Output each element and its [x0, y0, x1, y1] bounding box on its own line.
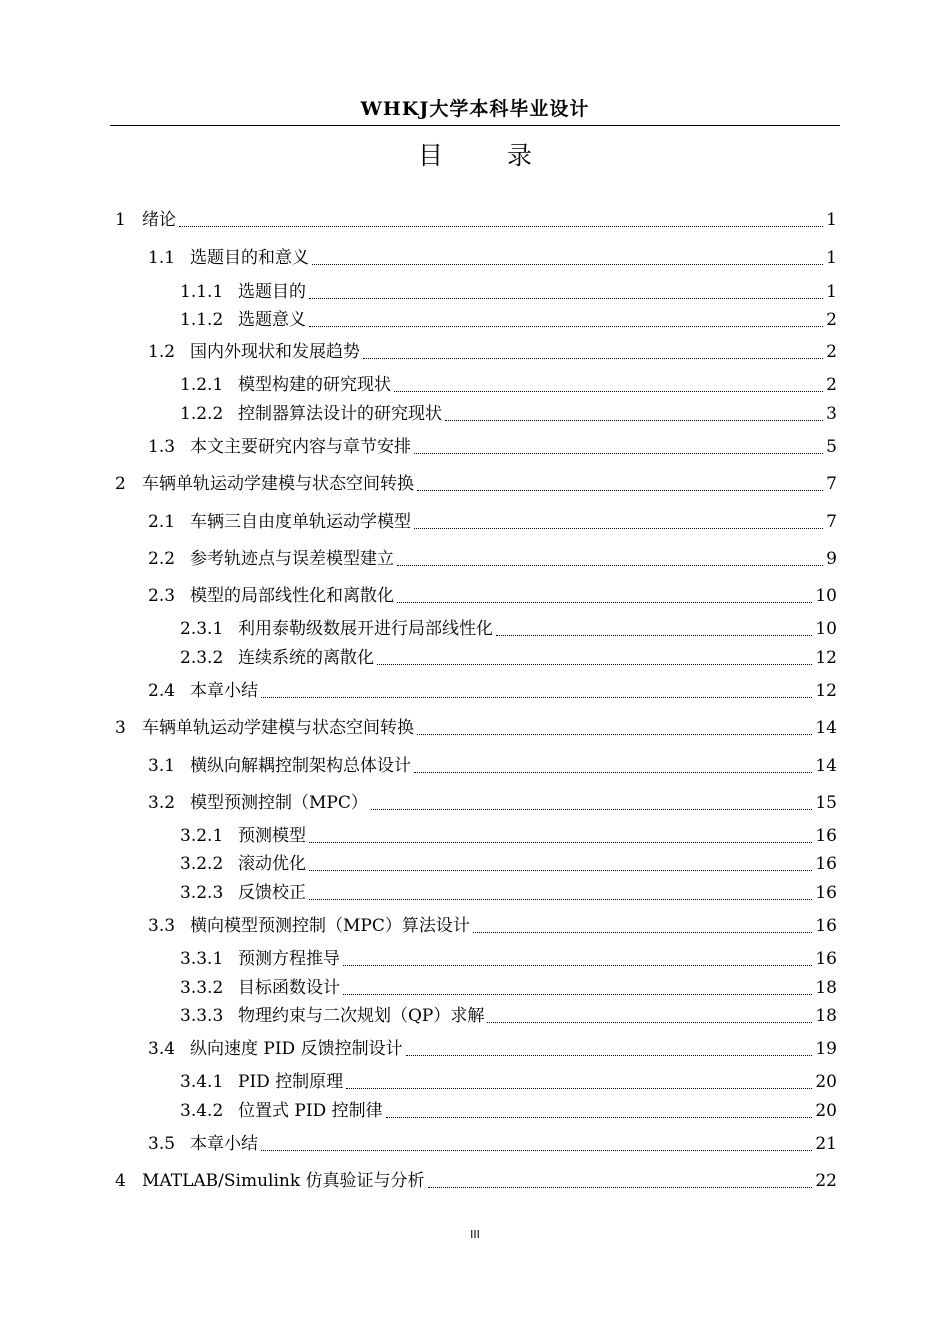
toc-entry-title: 目标函数设计: [238, 978, 340, 998]
toc-leader-dots: [309, 842, 812, 843]
toc-entry-title: 参考轨迹点与误差模型建立: [190, 549, 394, 569]
toc-entry[interactable]: [0, 246, 950, 270]
toc-entry-title: MATLAB/Simulink 仿真验证与分析: [142, 1171, 425, 1191]
toc-entry[interactable]: [0, 947, 950, 971]
toc-entry-row: [190, 584, 837, 608]
toc-entry-title: 横向模型预测控制（MPC）算法设计: [190, 916, 470, 936]
toc-entry-title: 预测方程推导: [238, 949, 340, 969]
toc-leader-dots: [309, 326, 823, 327]
toc-entry-number: 2.4: [148, 681, 176, 701]
toc-entry-number: 2.3: [148, 586, 176, 606]
toc-entry[interactable]: [0, 1004, 950, 1028]
toc-entry-row: [142, 208, 837, 232]
toc-entry-row: [238, 824, 837, 848]
toc-entry-row: [190, 791, 837, 815]
toc-leader-dots: [312, 264, 823, 265]
toc-entry-title: 连续系统的离散化: [238, 648, 374, 668]
toc-entry-page: 10: [815, 619, 837, 639]
toc-entry-title: 模型构建的研究现状: [238, 375, 391, 395]
toc-entry-number: 3.2.2: [180, 854, 224, 874]
toc-entry-number: 3.3.3: [180, 1006, 224, 1026]
toc-entry[interactable]: [0, 340, 950, 364]
toc-entry-number: 2.2: [148, 549, 176, 569]
toc-entry[interactable]: [0, 1132, 950, 1156]
toc-entry[interactable]: [0, 402, 950, 426]
toc-entry-title: 控制器算法设计的研究现状: [238, 404, 442, 424]
toc-entry-title: 本章小结: [190, 1134, 258, 1154]
toc-title: 目 录: [418, 141, 560, 170]
toc-entry-row: [190, 754, 837, 778]
toc-entry-number: 3.4.2: [180, 1101, 224, 1121]
toc-entry-page: 16: [815, 883, 837, 903]
toc-entry-row: [238, 1004, 837, 1028]
toc-entry-row: [238, 1099, 837, 1123]
toc-entry[interactable]: [0, 881, 950, 905]
toc-entry-number: 3.1: [148, 756, 176, 776]
toc-entry-number: 3.4: [148, 1039, 176, 1059]
toc-leader-dots: [496, 635, 812, 636]
toc-entry-page: 12: [815, 648, 837, 668]
toc-entry-number: 2.1: [148, 512, 176, 532]
toc-leader-dots: [346, 1088, 812, 1089]
toc-entry-page: 20: [815, 1101, 837, 1121]
toc-entry-number: 3.5: [148, 1134, 176, 1154]
toc-entry-title: 反馈校正: [238, 883, 306, 903]
toc-entry-title: 模型预测控制（MPC）: [190, 793, 368, 813]
toc-entry[interactable]: [0, 679, 950, 703]
toc-leader-dots: [179, 226, 823, 227]
toc-leader-dots: [428, 1187, 813, 1188]
toc-entry-page: 16: [815, 854, 837, 874]
toc-entry-page: 20: [815, 1072, 837, 1092]
toc-entry[interactable]: [0, 1037, 950, 1061]
toc-entry-row: [238, 402, 837, 426]
toc-entry-number: 1: [115, 210, 126, 230]
toc-entry-row: [190, 547, 837, 571]
toc-entry-title: 位置式 PID 控制律: [238, 1101, 383, 1121]
toc-entry-row: [190, 435, 837, 459]
toc-entry-title: 本章小结: [190, 681, 258, 701]
toc-entry[interactable]: [0, 547, 950, 571]
toc-entry-page: 9: [826, 549, 837, 569]
toc-entry-number: 1.3: [148, 437, 176, 457]
toc-entry-row: [238, 280, 837, 304]
toc-entry[interactable]: [0, 1070, 950, 1094]
toc-entry-title: 选题目的和意义: [190, 248, 309, 268]
toc-leader-dots: [417, 490, 823, 491]
toc-entry-page: 2: [826, 310, 837, 330]
toc-entry-page: 18: [815, 1006, 837, 1026]
toc-leader-dots: [473, 932, 813, 933]
toc-entry[interactable]: [0, 852, 950, 876]
toc-entry-title: 车辆三自由度单轨运动学模型: [190, 512, 411, 532]
toc-leader-dots: [377, 664, 812, 665]
toc-leader-dots: [406, 1055, 813, 1056]
toc-entry[interactable]: [0, 373, 950, 397]
toc-entry-row: [238, 617, 837, 641]
toc-entry-page: 19: [815, 1039, 837, 1059]
toc-entry-row: [238, 1070, 837, 1094]
toc-leader-dots: [343, 965, 812, 966]
toc-entry[interactable]: [0, 976, 950, 1000]
toc-entry[interactable]: [0, 435, 950, 459]
toc-entry[interactable]: [0, 308, 950, 332]
toc-entry-title: 预测模型: [238, 826, 306, 846]
toc-entry-title: 选题目的: [238, 282, 306, 302]
toc-leader-dots: [394, 391, 823, 392]
toc-entry-page: 16: [815, 826, 837, 846]
toc-leader-dots: [371, 809, 813, 810]
toc-leader-dots: [414, 453, 823, 454]
toc-entry-row: [238, 947, 837, 971]
toc-entry-title: 横纵向解耦控制架构总体设计: [190, 756, 411, 776]
toc-entry-title: 模型的局部线性化和离散化: [190, 586, 394, 606]
toc-leader-dots: [445, 420, 823, 421]
toc-entry-page: 14: [815, 756, 837, 776]
toc-entry-page: 16: [815, 949, 837, 969]
toc-leader-dots: [417, 734, 812, 735]
toc-entry-row: [190, 679, 837, 703]
toc-leader-dots: [309, 899, 812, 900]
toc-entry-number: 3: [115, 718, 126, 738]
toc-entry[interactable]: [0, 754, 950, 778]
toc-leader-dots: [386, 1117, 813, 1118]
toc-entry-title: 国内外现状和发展趋势: [190, 342, 360, 362]
toc-entry-page: 14: [815, 718, 837, 738]
toc-entry-page: 1: [826, 282, 837, 302]
toc-entry[interactable]: [0, 824, 950, 848]
toc-entry[interactable]: [0, 472, 950, 496]
toc-entry-row: [142, 1169, 837, 1193]
toc-entry-page: 5: [826, 437, 837, 457]
toc-entry-number: 3.2.3: [180, 883, 224, 903]
toc-entry-number: 3.3.2: [180, 978, 224, 998]
toc-leader-dots: [487, 1022, 812, 1023]
toc-entry[interactable]: [0, 208, 950, 232]
toc-leader-dots: [309, 298, 823, 299]
toc-leader-dots: [363, 358, 823, 359]
toc-entry-number: 3.2: [148, 793, 176, 813]
toc-entry[interactable]: [0, 280, 950, 304]
toc-entry-row: [190, 1037, 837, 1061]
toc-entry-page: 1: [826, 210, 837, 230]
running-header: WHKJ大学本科毕业设计: [360, 98, 590, 120]
toc-leader-dots: [343, 994, 812, 995]
toc-entry-page: 18: [815, 978, 837, 998]
toc-entry-row: [238, 852, 837, 876]
toc-entry-number: 1.1: [148, 248, 176, 268]
toc-entry-row: [190, 914, 837, 938]
toc-entry-row: [238, 308, 837, 332]
toc-entry-row: [190, 246, 837, 270]
toc-entry[interactable]: [0, 914, 950, 938]
toc-entry-title: 本文主要研究内容与章节安排: [190, 437, 411, 457]
toc-entry[interactable]: [0, 791, 950, 815]
toc-entry-number: 1.2: [148, 342, 176, 362]
toc-entry-title: 纵向速度 PID 反馈控制设计: [190, 1039, 403, 1059]
toc-leader-dots: [414, 528, 823, 529]
toc-entry-page: 16: [815, 916, 837, 936]
toc-entry-page: 15: [815, 793, 837, 813]
toc-entry-title: 选题意义: [238, 310, 306, 330]
toc-entry-title: PID 控制原理: [238, 1072, 344, 1092]
toc-entry-title: 滚动优化: [238, 854, 306, 874]
toc-entry-number: 1.1.1: [180, 282, 224, 302]
toc-entry-title: 物理约束与二次规划（QP）求解: [238, 1006, 485, 1026]
toc-leader-dots: [397, 602, 812, 603]
toc-entry-number: 4: [115, 1171, 126, 1191]
toc-entry-row: [142, 716, 837, 740]
toc-entry[interactable]: [0, 1099, 950, 1123]
toc-entry-title: 利用泰勒级数展开进行局部线性化: [238, 619, 493, 639]
toc-entry-page: 22: [815, 1171, 837, 1191]
toc-entry-page: 10: [815, 586, 837, 606]
toc-entry-number: 2.3.2: [180, 648, 224, 668]
toc-entry-number: 2: [115, 474, 126, 494]
toc-entry-row: [238, 881, 837, 905]
toc-entry[interactable]: [0, 617, 950, 641]
toc-entry-page: 7: [826, 474, 837, 494]
toc-entry-page: 7: [826, 512, 837, 532]
toc-entry-row: [238, 373, 837, 397]
toc-leader-dots: [414, 772, 812, 773]
toc-entry-page: 12: [815, 681, 837, 701]
toc-entry-number: 3.2.1: [180, 826, 224, 846]
toc-entry-title: 车辆单轨运动学建模与状态空间转换: [142, 718, 414, 738]
toc-entry-number: 2.3.1: [180, 619, 224, 639]
toc-entry-number: 1.1.2: [180, 310, 224, 330]
toc-entry-page: 1: [826, 248, 837, 268]
toc-entry[interactable]: [0, 1169, 950, 1193]
toc-leader-dots: [309, 870, 812, 871]
toc-entry-title: 车辆单轨运动学建模与状态空间转换: [142, 474, 414, 494]
toc-entry-number: 3.4.1: [180, 1072, 224, 1092]
page-number: III: [470, 1228, 480, 1241]
toc-entry-row: [238, 976, 837, 1000]
header-rule: [110, 125, 840, 126]
toc-entry[interactable]: [0, 584, 950, 608]
toc-entry-number: 3.3: [148, 916, 176, 936]
toc-entry-number: 1.2.2: [180, 404, 224, 424]
toc-entry-row: [142, 472, 837, 496]
toc-entry-row: [190, 510, 837, 534]
toc-entry-page: 21: [815, 1134, 837, 1154]
toc-entry[interactable]: [0, 716, 950, 740]
toc-entry-page: 2: [826, 375, 837, 395]
toc-entry-row: [238, 646, 837, 670]
toc-entry-number: 1.2.1: [180, 375, 224, 395]
toc-entry-page: 3: [826, 404, 837, 424]
toc-entry-number: 3.3.1: [180, 949, 224, 969]
toc-entry[interactable]: [0, 646, 950, 670]
toc-entry-title: 绪论: [142, 210, 176, 230]
toc-leader-dots: [397, 565, 823, 566]
toc-entry-row: [190, 1132, 837, 1156]
toc-entry-page: 2: [826, 342, 837, 362]
toc-leader-dots: [261, 697, 812, 698]
toc-leader-dots: [261, 1150, 812, 1151]
toc-entry-row: [190, 340, 837, 364]
toc-entry[interactable]: [0, 510, 950, 534]
